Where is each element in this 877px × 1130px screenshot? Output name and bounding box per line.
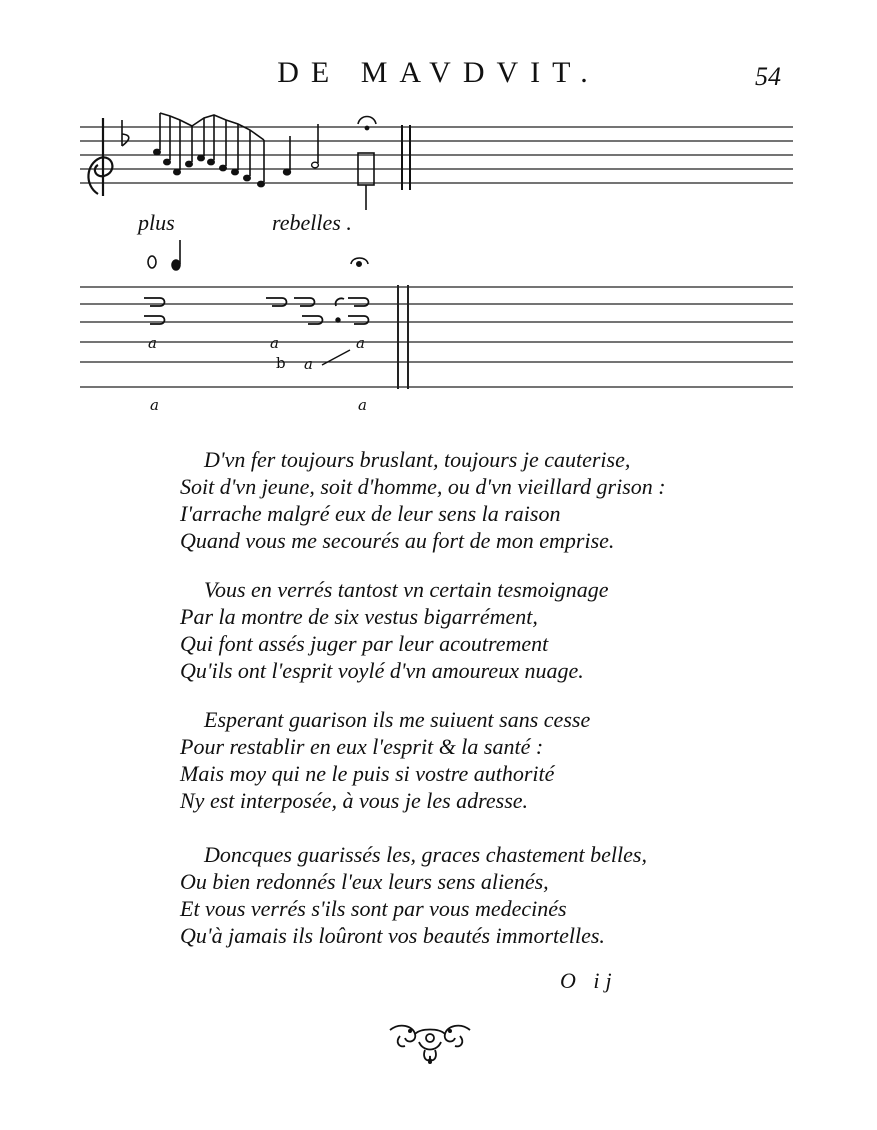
music-staff [80, 127, 793, 183]
verse-line: Soit d'vn jeune, soit d'homme, ou d'vn vieillard grison : [180, 474, 666, 499]
verse-line: Par la montre de six vestus bigarrément, [180, 604, 538, 629]
verse-line: D'vn fer toujours bruslant, toujours je cauterise, [204, 447, 631, 472]
tab-letter: b [276, 354, 286, 372]
verse-line: Qu'à jamais ils loûront vos beautés immortelles. [180, 923, 605, 948]
verse-line: Quand vous me secourés au fort de mon emprise. [180, 528, 615, 553]
verse-line: Pour restablir en eux l'esprit & la santé : [180, 734, 544, 759]
verse-line: Ny est interposée, à vous je les adresse. [180, 788, 529, 813]
tab-letter: a [356, 334, 365, 352]
page-number: 54 [755, 62, 781, 91]
tab-letter: a [270, 334, 279, 352]
stanza [180, 706, 740, 814]
tab-letter: a [304, 355, 313, 373]
clef-icon [88, 118, 112, 196]
verse-line: Ou bien redonnés l'eux leurs sens alienés, [180, 869, 549, 894]
lyric-word: rebelles . [272, 210, 352, 235]
music-notation [0, 0, 877, 430]
tab-letter: a [148, 334, 157, 352]
ornament-icon [385, 1018, 475, 1068]
page-title: DE MAVDVIT. [277, 56, 600, 89]
stanza [180, 576, 740, 684]
rhythm-signs [148, 240, 368, 270]
verse-line: Qui font assés juger par leur acoutrement [180, 631, 549, 656]
verse-line: Doncques guarissés les, graces chastement belles, [204, 842, 647, 867]
verse-line: I'arrache malgré eux de leur sens la raison [180, 501, 561, 526]
verse-line: Esperant guarison ils me suiuent sans cesse [204, 707, 591, 732]
verse-line: Et vous verrés s'ils sont par vous medecinés [180, 896, 567, 921]
flat-icon [122, 120, 129, 146]
verse-line: Vous en verrés tantost vn certain tesmoignage [204, 577, 609, 602]
stanza [180, 841, 740, 949]
verse-line: Mais moy qui ne le puis si vostre authorité [180, 761, 555, 786]
lyric-word: plus [138, 210, 175, 235]
stanza [180, 446, 740, 554]
tab-letter: a [150, 396, 159, 414]
signature-mark: O ij [560, 968, 618, 993]
tablature-staff [80, 285, 793, 389]
tab-letter: a [358, 396, 367, 414]
tablature-glyphs [144, 298, 369, 365]
verse-line: Qu'ils ont l'esprit voylé d'vn amoureux nuage. [180, 658, 584, 683]
